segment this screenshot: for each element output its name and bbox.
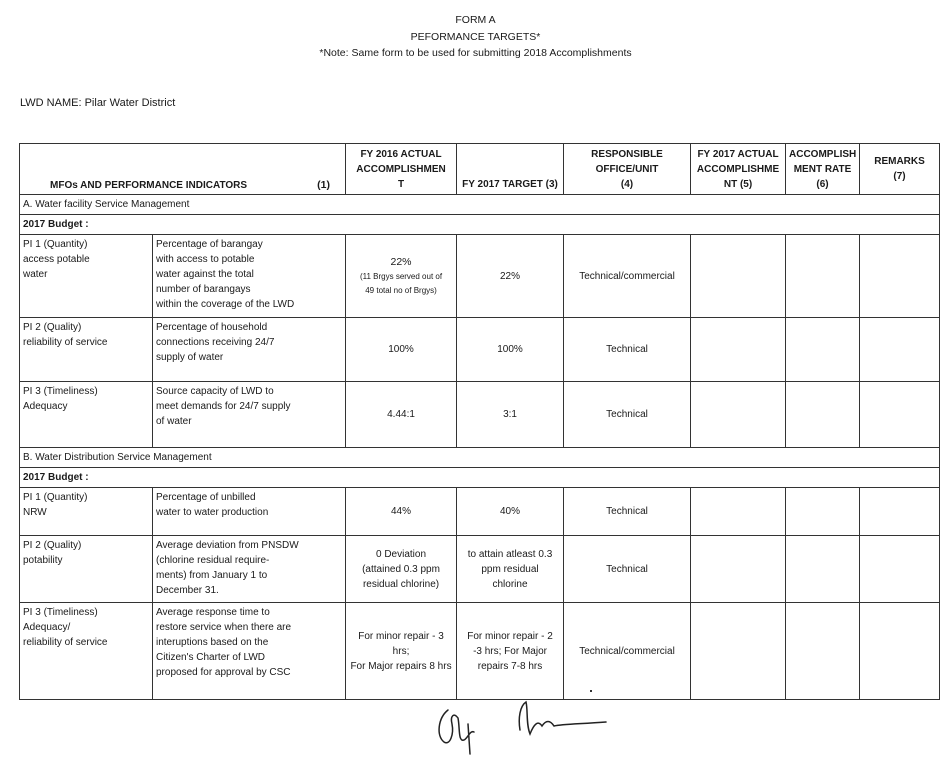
header-fy2016-actual: FY 2016 ACTUAL ACCOMPLISHMEN T [346, 144, 457, 195]
form-subtitle: PEFORMANCE TARGETS* [410, 31, 541, 43]
fy2016-value: For minor repair - 3 hrs; For Major repairs 8 hrs [346, 603, 457, 700]
responsible-office-value: Technical/commercial [564, 603, 691, 700]
fy2017-actual-cell [691, 318, 786, 382]
scan-mark [590, 690, 592, 692]
responsible-office-value: Technical [564, 488, 691, 536]
pi-label: PI 1 (Quantity) NRW [20, 488, 153, 536]
remarks-cell [860, 318, 940, 382]
fy2017-target-value: to attain atleast 0.3 ppm residual chlorine [457, 536, 564, 603]
pi-label: PI 3 (Timeliness) Adequacy/ reliability of service [20, 603, 153, 700]
fy2017-actual-cell [691, 235, 786, 318]
table-row [20, 382, 940, 448]
form-title: FORM A [455, 14, 496, 26]
responsible-office-value: Technical [564, 318, 691, 382]
fy2017-target-value: 100% [457, 318, 564, 382]
table-row [20, 536, 940, 603]
pi-label: PI 1 (Quantity) access potable water [20, 235, 153, 318]
lwd-name-label: LWD NAME: [20, 97, 82, 109]
header-responsible-office: RESPONSIBLE OFFICE/UNIT (4) [564, 144, 691, 195]
performance-targets-table [19, 143, 940, 700]
fy2017-target-value: 22% [457, 235, 564, 318]
lwd-name [20, 97, 175, 109]
header-accomplishment-rate: ACCOMPLISH MENT RATE (6) [786, 144, 860, 195]
fy2017-target-value: For minor repair - 2 -3 hrs; For Major repairs 7-8 hrs [457, 603, 564, 700]
signature-1 [430, 690, 490, 760]
table-row [20, 235, 940, 318]
accomplishment-rate-cell [786, 318, 860, 382]
fy2017-actual-cell [691, 603, 786, 700]
remarks-cell [860, 536, 940, 603]
accomplishment-rate-cell [786, 382, 860, 448]
responsible-office-value: Technical [564, 536, 691, 603]
section-a-title: A. Water facility Service Management [20, 195, 940, 215]
pi-description: Percentage of household connections receiving 24/7 supply of water [153, 318, 346, 382]
section-a-budget: 2017 Budget : [20, 215, 940, 235]
table-row [20, 488, 940, 536]
header-remarks: REMARKS (7) [860, 144, 940, 195]
header-fy2017-actual: FY 2017 ACTUAL ACCOMPLISHME NT (5) [691, 144, 786, 195]
responsible-office-value: Technical [564, 382, 691, 448]
table-row [20, 603, 940, 700]
accomplishment-rate-cell [786, 235, 860, 318]
fy2016-value: 100% [346, 318, 457, 382]
table-header-row [20, 144, 940, 195]
fy2016-value: 4.44:1 [346, 382, 457, 448]
fy2017-target-value: 40% [457, 488, 564, 536]
fy2017-actual-cell [691, 488, 786, 536]
fy2016-value: 22% (11 Brgys served out of 49 total no of Brgys) [346, 235, 457, 318]
pi-description: Average deviation from PNSDW (chlorine residual require- ments) from January 1 to December 31. [153, 536, 346, 603]
header-mfo: MFOs AND PERFORMANCE INDICATORS (1) [20, 144, 346, 195]
lwd-name-value: Pilar Water District [84, 97, 176, 109]
pi-description: Percentage of barangay with access to potable water against the total number of barangays within the coverage of the LWD [153, 235, 346, 318]
signature-2 [510, 690, 620, 750]
fy2017-actual-cell [691, 536, 786, 603]
accomplishment-rate-cell [786, 488, 860, 536]
pi-label: PI 2 (Quality) reliability of service [20, 318, 153, 382]
pi-description: Source capacity of LWD to meet demands for 24/7 supply of water [153, 382, 346, 448]
fy2017-actual-cell [691, 382, 786, 448]
header-fy2017-target: FY 2017 TARGET (3) [457, 144, 564, 195]
accomplishment-rate-cell [786, 536, 860, 603]
fy2016-value: 44% [346, 488, 457, 536]
section-b-budget: 2017 Budget : [20, 468, 940, 488]
pi-label: PI 2 (Quality) potability [20, 536, 153, 603]
fy2017-target-value: 3:1 [457, 382, 564, 448]
pi-label: PI 3 (Timeliness) Adequacy [20, 382, 153, 448]
remarks-cell [860, 603, 940, 700]
table-row [20, 318, 940, 382]
remarks-cell [860, 488, 940, 536]
pi-description: Average response time to restore service when there are interuptions based on the Citizen's Charter of LWD proposed for approval by CSC [153, 603, 346, 700]
remarks-cell [860, 235, 940, 318]
responsible-office-value: Technical/commercial [564, 235, 691, 318]
fy2016-value: 0 Deviation (attained 0.3 ppm residual chlorine) [346, 536, 457, 603]
accomplishment-rate-cell [786, 603, 860, 700]
form-note: *Note: Same form to be used for submitting 2018 Accomplishments [319, 47, 632, 59]
remarks-cell [860, 382, 940, 448]
section-b-title: B. Water Distribution Service Management [20, 448, 940, 468]
pi-description: Percentage of unbilled water to water production [153, 488, 346, 536]
